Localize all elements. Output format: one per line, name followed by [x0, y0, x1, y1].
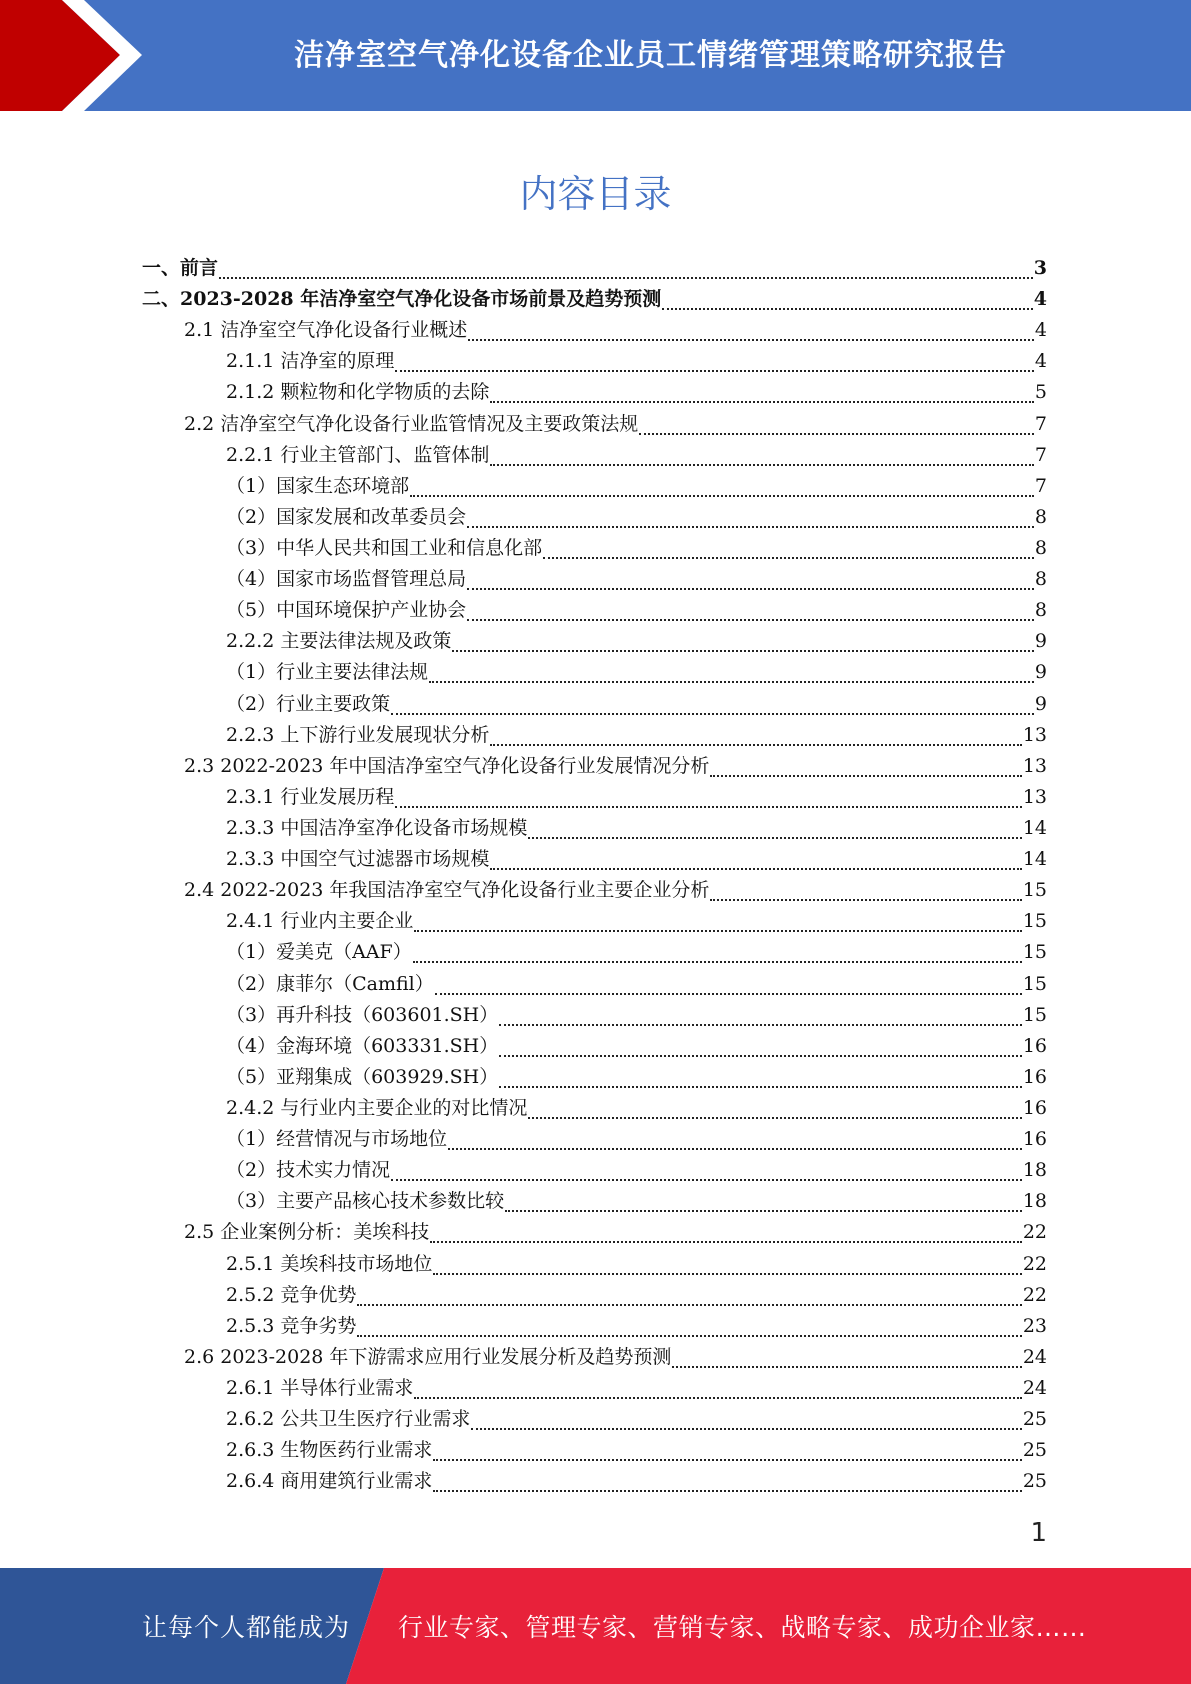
toc-entry-page-number: 22	[1022, 1221, 1047, 1244]
toc-entry-label: （1）国家生态环境部	[226, 474, 410, 497]
toc-entry-label: （1）经营情况与市场地位	[226, 1128, 448, 1151]
toc-entry[interactable]	[142, 1062, 1047, 1093]
toc-entry-label: （2）国家发展和改革委员会	[226, 505, 467, 528]
toc-entry-page-number: 22	[1022, 1283, 1047, 1306]
toc-entry-label: 一、前言	[142, 257, 219, 279]
toc-entry-page-number: 5	[1034, 381, 1047, 404]
toc-entry-page-number: 16	[1022, 1096, 1047, 1119]
toc-dot-leader	[433, 1272, 1021, 1275]
toc-entry-page-number: 4	[1033, 288, 1047, 311]
toc-dot-leader	[468, 338, 1034, 341]
red-arrow-decoration	[0, 0, 170, 111]
toc-entry[interactable]	[142, 1404, 1047, 1435]
toc-entry-label: （1）爱美克（AAF）	[226, 941, 412, 964]
toc-entry-label: 2.1 洁净室空气净化设备行业概述	[184, 319, 468, 342]
toc-dot-leader	[430, 1240, 1022, 1243]
toc-dot-leader	[395, 369, 1034, 372]
toc-entry[interactable]	[142, 1186, 1047, 1217]
toc-entry-label: 2.2 洁净室空气净化设备行业监管情况及主要政策法规	[184, 412, 639, 435]
toc-dot-leader	[490, 867, 1021, 870]
footer-banner	[0, 1568, 1191, 1684]
toc-entry[interactable]	[142, 471, 1047, 502]
toc-dot-leader	[471, 1427, 1021, 1430]
toc-entry[interactable]	[142, 1124, 1047, 1155]
toc-dot-leader	[467, 587, 1034, 590]
toc-entry-page-number: 13	[1022, 723, 1047, 746]
toc-entry[interactable]	[142, 844, 1047, 875]
toc-entry[interactable]	[142, 1466, 1047, 1497]
toc-dot-leader	[429, 680, 1034, 683]
toc-dot-leader	[357, 1303, 1021, 1306]
table-of-contents	[142, 253, 1047, 1497]
toc-entry-page-number: 15	[1022, 941, 1047, 964]
toc-dot-leader	[710, 774, 1021, 777]
toc-entry-label: （3）主要产品核心技术参数比较	[226, 1190, 505, 1213]
toc-entry-page-number: 15	[1022, 972, 1047, 995]
toc-entry-page-number: 16	[1022, 1065, 1047, 1088]
toc-entry-page-number: 8	[1034, 536, 1047, 559]
toc-entry-label: 2.1.2 颗粒物和化学物质的去除	[226, 381, 490, 404]
toc-entry-label: （4）国家市场监督管理总局	[226, 568, 467, 591]
toc-entry-label: 2.6.3 生物医药行业需求	[226, 1439, 433, 1462]
toc-dot-leader	[710, 898, 1021, 901]
toc-dot-leader	[357, 1334, 1021, 1337]
toc-entry-page-number: 4	[1034, 319, 1047, 342]
toc-entry[interactable]	[142, 875, 1047, 906]
toc-entry-page-number: 14	[1022, 816, 1047, 839]
footer-slogan-left: 让每个人都能成为	[142, 1613, 351, 1642]
toc-dot-leader	[639, 432, 1034, 435]
toc-dot-leader	[414, 1396, 1021, 1399]
toc-entry-page-number: 24	[1022, 1376, 1047, 1399]
toc-entry-page-number: 15	[1022, 1003, 1047, 1026]
toc-entry-page-number: 18	[1022, 1159, 1047, 1182]
toc-entry-page-number: 8	[1034, 505, 1047, 528]
toc-entry[interactable]	[142, 533, 1047, 564]
toc-dot-leader	[528, 1116, 1021, 1119]
page-number: 1	[1030, 1518, 1047, 1548]
toc-dot-leader	[391, 1178, 1022, 1181]
toc-entry-label: （2）行业主要政策	[226, 692, 391, 715]
toc-entry[interactable]	[142, 782, 1047, 813]
toc-entry-label: 2.3.1 行业发展历程	[226, 785, 395, 808]
toc-entry-label: 2.2.1 行业主管部门、监管体制	[226, 443, 490, 466]
toc-entry-label: 2.4 2022-2023 年我国洁净室空气净化设备行业主要企业分析	[184, 879, 710, 902]
report-header-banner	[0, 0, 1191, 111]
toc-dot-leader	[499, 1023, 1022, 1026]
report-title: 洁净室空气净化设备企业员工情绪管理策略研究报告	[294, 38, 1007, 73]
toc-dot-leader	[413, 960, 1022, 963]
toc-dot-leader	[543, 556, 1034, 559]
toc-entry-page-number: 7	[1034, 443, 1047, 466]
toc-entry-page-number: 23	[1022, 1314, 1047, 1337]
toc-entry-page-number: 3	[1033, 257, 1047, 279]
toc-entry-label: 2.3.3 中国空气过滤器市场规模	[226, 848, 490, 871]
toc-entry-page-number: 13	[1022, 754, 1047, 777]
toc-entry-label: 2.3 2022-2023 年中国洁净室空气净化设备行业发展情况分析	[184, 754, 710, 777]
toc-dot-leader	[414, 929, 1021, 932]
toc-entry[interactable]	[142, 595, 1047, 626]
toc-entry[interactable]	[142, 751, 1047, 782]
toc-entry-label: （3）中华人民共和国工业和信息化部	[226, 536, 543, 559]
toc-entry[interactable]	[142, 440, 1047, 471]
toc-dot-leader	[467, 618, 1034, 621]
toc-dot-leader	[433, 1458, 1021, 1461]
toc-dot-leader	[467, 525, 1034, 528]
toc-entry-label: 2.2.2 主要法律法规及政策	[226, 630, 452, 653]
toc-entry[interactable]	[142, 346, 1047, 377]
toc-entry-label: （3）再升科技（603601.SH）	[226, 1003, 499, 1026]
toc-entry-page-number: 9	[1034, 661, 1047, 684]
toc-entry-page-number: 16	[1022, 1128, 1047, 1151]
toc-entry-label: 2.5.2 竞争优势	[226, 1283, 357, 1306]
toc-entry-page-number: 18	[1022, 1190, 1047, 1213]
toc-dot-leader	[505, 1209, 1022, 1212]
toc-entry-label: 2.3.3 中国洁净室净化设备市场规模	[226, 816, 528, 839]
toc-entry[interactable]	[142, 906, 1047, 937]
toc-dot-leader	[490, 400, 1034, 403]
toc-entry-label: （1）行业主要法律法规	[226, 661, 429, 684]
toc-dot-leader	[395, 805, 1021, 808]
toc-entry-page-number: 8	[1034, 568, 1047, 591]
toc-entry-label: 2.6.1 半导体行业需求	[226, 1376, 414, 1399]
toc-dot-leader	[499, 1054, 1022, 1057]
toc-entry-label: （5）亚翔集成（603929.SH）	[226, 1065, 499, 1088]
toc-entry[interactable]	[142, 1311, 1047, 1342]
toc-heading: 内容目录	[519, 172, 672, 216]
toc-entry-page-number: 16	[1022, 1034, 1047, 1057]
toc-dot-leader	[391, 712, 1034, 715]
footer-slogan-right: 行业专家、管理专家、营销专家、战略专家、成功企业家……	[398, 1613, 1087, 1642]
toc-entry[interactable]	[142, 284, 1047, 315]
toc-dot-leader	[528, 836, 1021, 839]
toc-entry[interactable]	[142, 626, 1047, 657]
toc-entry[interactable]	[142, 1093, 1047, 1124]
toc-dot-leader	[219, 276, 1033, 279]
toc-entry-page-number: 15	[1022, 879, 1047, 902]
toc-entry-label: 2.5.3 竞争劣势	[226, 1314, 357, 1337]
toc-entry-page-number: 9	[1034, 692, 1047, 715]
toc-entry[interactable]	[142, 1373, 1047, 1404]
toc-entry[interactable]	[142, 1249, 1047, 1280]
toc-entry[interactable]	[142, 720, 1047, 751]
toc-entry-page-number: 15	[1022, 910, 1047, 933]
toc-entry[interactable]	[142, 253, 1047, 284]
toc-entry-label: 2.6.2 公共卫生医疗行业需求	[226, 1408, 471, 1431]
toc-entry[interactable]	[142, 564, 1047, 595]
toc-entry-page-number: 4	[1034, 350, 1047, 373]
toc-entry[interactable]	[142, 937, 1047, 968]
toc-entry-page-number: 7	[1034, 474, 1047, 497]
toc-entry-label: 2.6 2023-2028 年下游需求应用行业发展分析及趋势预测	[184, 1345, 672, 1368]
toc-entry-label: 二、2023-2028 年洁净室空气净化设备市场前景及趋势预测	[142, 288, 662, 311]
toc-entry[interactable]	[142, 969, 1047, 1000]
toc-entry-page-number: 24	[1022, 1345, 1047, 1368]
toc-entry-label: （4）金海环境（603331.SH）	[226, 1034, 499, 1057]
toc-dot-leader	[452, 649, 1034, 652]
toc-dot-leader	[448, 1147, 1022, 1150]
toc-entry[interactable]	[142, 1280, 1047, 1311]
toc-entry-page-number: 9	[1034, 630, 1047, 653]
toc-entry-page-number: 8	[1034, 599, 1047, 622]
toc-entry[interactable]	[142, 409, 1047, 440]
toc-entry[interactable]	[142, 1435, 1047, 1466]
toc-entry[interactable]	[142, 689, 1047, 720]
toc-entry-page-number: 25	[1022, 1408, 1047, 1431]
toc-entry-label: 2.6.4 商用建筑行业需求	[226, 1470, 433, 1493]
toc-dot-leader	[672, 1365, 1021, 1368]
toc-entry[interactable]	[142, 377, 1047, 408]
toc-entry[interactable]	[142, 657, 1047, 688]
toc-entry-label: （5）中国环境保护产业协会	[226, 599, 467, 622]
toc-dot-leader	[435, 992, 1022, 995]
toc-entry-page-number: 25	[1022, 1470, 1047, 1493]
toc-entry-page-number: 14	[1022, 848, 1047, 871]
toc-dot-leader	[410, 494, 1034, 497]
toc-entry-label: 2.5.1 美埃科技市场地位	[226, 1252, 433, 1275]
toc-entry[interactable]	[142, 1155, 1047, 1186]
toc-entry-label: 2.1.1 洁净室的原理	[226, 350, 395, 373]
toc-entry-label: 2.2.3 上下游行业发展现状分析	[226, 723, 490, 746]
toc-dot-leader	[490, 463, 1034, 466]
toc-entry-label: 2.5 企业案例分析：美埃科技	[184, 1221, 430, 1244]
toc-dot-leader	[490, 743, 1021, 746]
toc-entry-label: （2）康菲尔（Camfil）	[226, 972, 434, 995]
toc-entry-page-number: 13	[1022, 785, 1047, 808]
toc-entry-label: （2）技术实力情况	[226, 1159, 391, 1182]
toc-dot-leader	[433, 1489, 1021, 1492]
toc-entry[interactable]	[142, 813, 1047, 844]
toc-dot-leader	[662, 307, 1033, 310]
toc-entry-label: 2.4.1 行业内主要企业	[226, 910, 414, 933]
toc-entry[interactable]	[142, 315, 1047, 346]
toc-entry-page-number: 7	[1034, 412, 1047, 435]
toc-entry[interactable]	[142, 1217, 1047, 1248]
toc-dot-leader	[499, 1085, 1022, 1088]
toc-entry-page-number: 22	[1022, 1252, 1047, 1275]
toc-entry[interactable]	[142, 1342, 1047, 1373]
toc-entry-label: 2.4.2 与行业内主要企业的对比情况	[226, 1096, 528, 1119]
toc-entry[interactable]	[142, 1000, 1047, 1031]
toc-entry[interactable]	[142, 1031, 1047, 1062]
toc-entry-page-number: 25	[1022, 1439, 1047, 1462]
toc-entry[interactable]	[142, 502, 1047, 533]
